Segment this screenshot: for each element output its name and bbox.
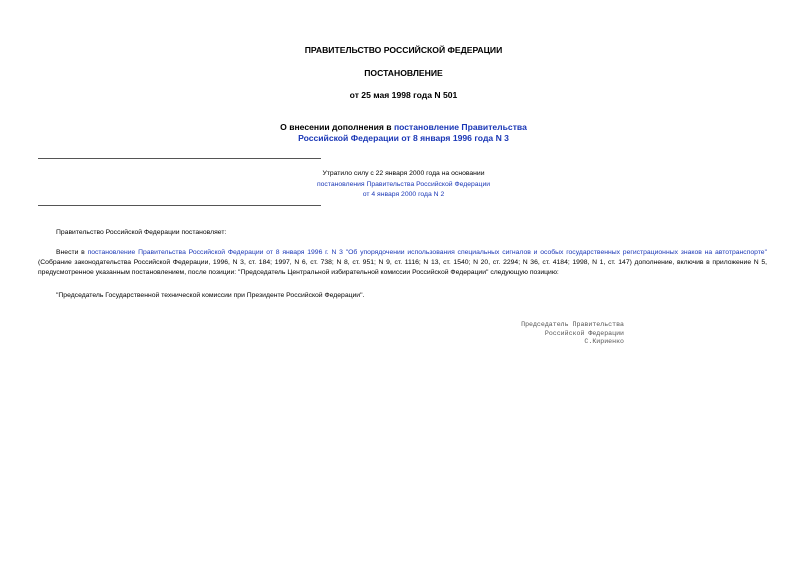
document-type: ПОСТАНОВЛЕНИЕ (364, 68, 443, 78)
signature-title: Председатель Правительства (521, 321, 624, 328)
title-link-resolution[interactable]: постановление Правительства (393, 122, 527, 132)
divider-top (38, 158, 321, 159)
signature-org: Российской Федерации (544, 329, 624, 337)
validity-note-text: Утратило силу с 22 января 2000 года на основании (322, 170, 485, 177)
title-link-resolution-cont[interactable]: Российской Федерации от 8 января 1996 года N 3 (298, 133, 509, 143)
government-heading: ПРАВИТЕЛЬСТВО РОССИЙСКОЙ ФЕДЕРАЦИИ (304, 45, 503, 55)
validity-note-link-cont[interactable]: от 4 января 2000 года N 2 (362, 191, 445, 198)
divider-bottom (38, 205, 321, 206)
document-title (0, 122, 807, 144)
added-position-paragraph: "Председатель Государственной технической комиссии при Президенте Российской Федерации". (56, 292, 365, 299)
validity-note (0, 169, 807, 201)
main-paragraph-link[interactable]: постановление Правительства Российской Федерации от 8 января 1996 г. N 3 "Об упорядочении использования специальных сигналов и особых государственных регистрационных знаков на автотранспорте" (87, 249, 768, 256)
validity-note-link[interactable]: постановления Правительства Российской Федерации (316, 180, 491, 188)
document-date-number: от 25 мая 1998 года N 501 (349, 90, 458, 100)
signature-name: С.Кириенко (584, 338, 624, 346)
title-prefix: О внесении дополнения в (280, 122, 394, 132)
main-paragraph (38, 248, 767, 278)
main-paragraph-rest: (Собрание законодательства Российской Федерации, 1996, N 3, ст. 184; 1997, N 6, ст. 738; N 8, ст. 951; N 9, ст. 1116; N 13, ст. 1540; N 20, ст. 2294; N 36, ст. 4184; 1998, N 1, ст. 147) дополнение, включив в приложение N 5, предусмотренное указанным постановлением, после позиции: "Председатель Центральной избирательной комиссии Российской Федерации" следующую позицию: (38, 259, 767, 276)
main-paragraph-start: Внести в (56, 249, 88, 256)
signature-block (521, 321, 624, 347)
intro-paragraph: Правительство Российской Федерации постановляет: (56, 229, 227, 236)
